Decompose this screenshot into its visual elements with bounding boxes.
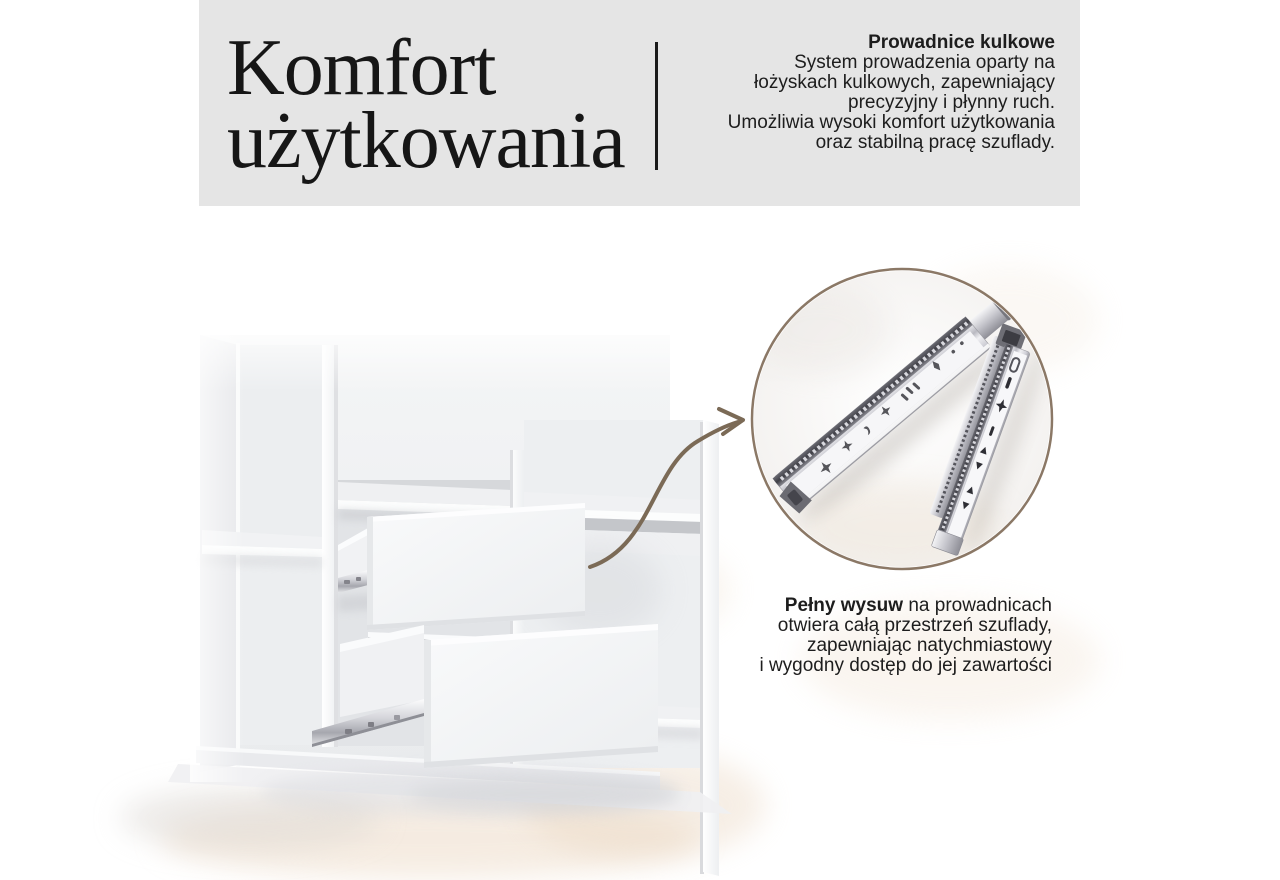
title-line-1: Komfort bbox=[227, 24, 496, 112]
callout-arrowhead bbox=[719, 409, 743, 434]
callout-line: otwiera całą przestrzeń szuflady, bbox=[777, 615, 1052, 636]
divider-panel-left bbox=[322, 345, 338, 747]
callout-line bbox=[759, 596, 1052, 616]
callout-line: i wygodny dostęp do jej zawartości bbox=[759, 655, 1052, 676]
callout-line: zapewniając natychmiastowy bbox=[806, 635, 1052, 656]
feature-line: oraz stabilną pracę szuflady. bbox=[815, 132, 1055, 153]
drawer-front-top bbox=[367, 503, 585, 630]
feature-line: łożyskach kulkowych, zapewniający bbox=[754, 72, 1055, 93]
feature-line: System prowadzenia oparty na bbox=[794, 52, 1055, 73]
feature-title: Prowadnice kulkowe bbox=[868, 32, 1055, 53]
drawer-front-bottom bbox=[424, 624, 658, 768]
fullextension-text-block bbox=[759, 596, 1052, 676]
callout-lead-bold: Pełny wysuw bbox=[784, 595, 904, 616]
feature-line: precyzyjny i płynny ruch. bbox=[848, 92, 1055, 113]
feature-line: Umożliwia wysoki komfort użytkowania bbox=[727, 112, 1055, 133]
slides-photo-circle bbox=[750, 269, 1056, 569]
callout-lead-rest: na prowadnicach bbox=[903, 595, 1052, 616]
title-line-2: użytkowania bbox=[227, 97, 625, 185]
